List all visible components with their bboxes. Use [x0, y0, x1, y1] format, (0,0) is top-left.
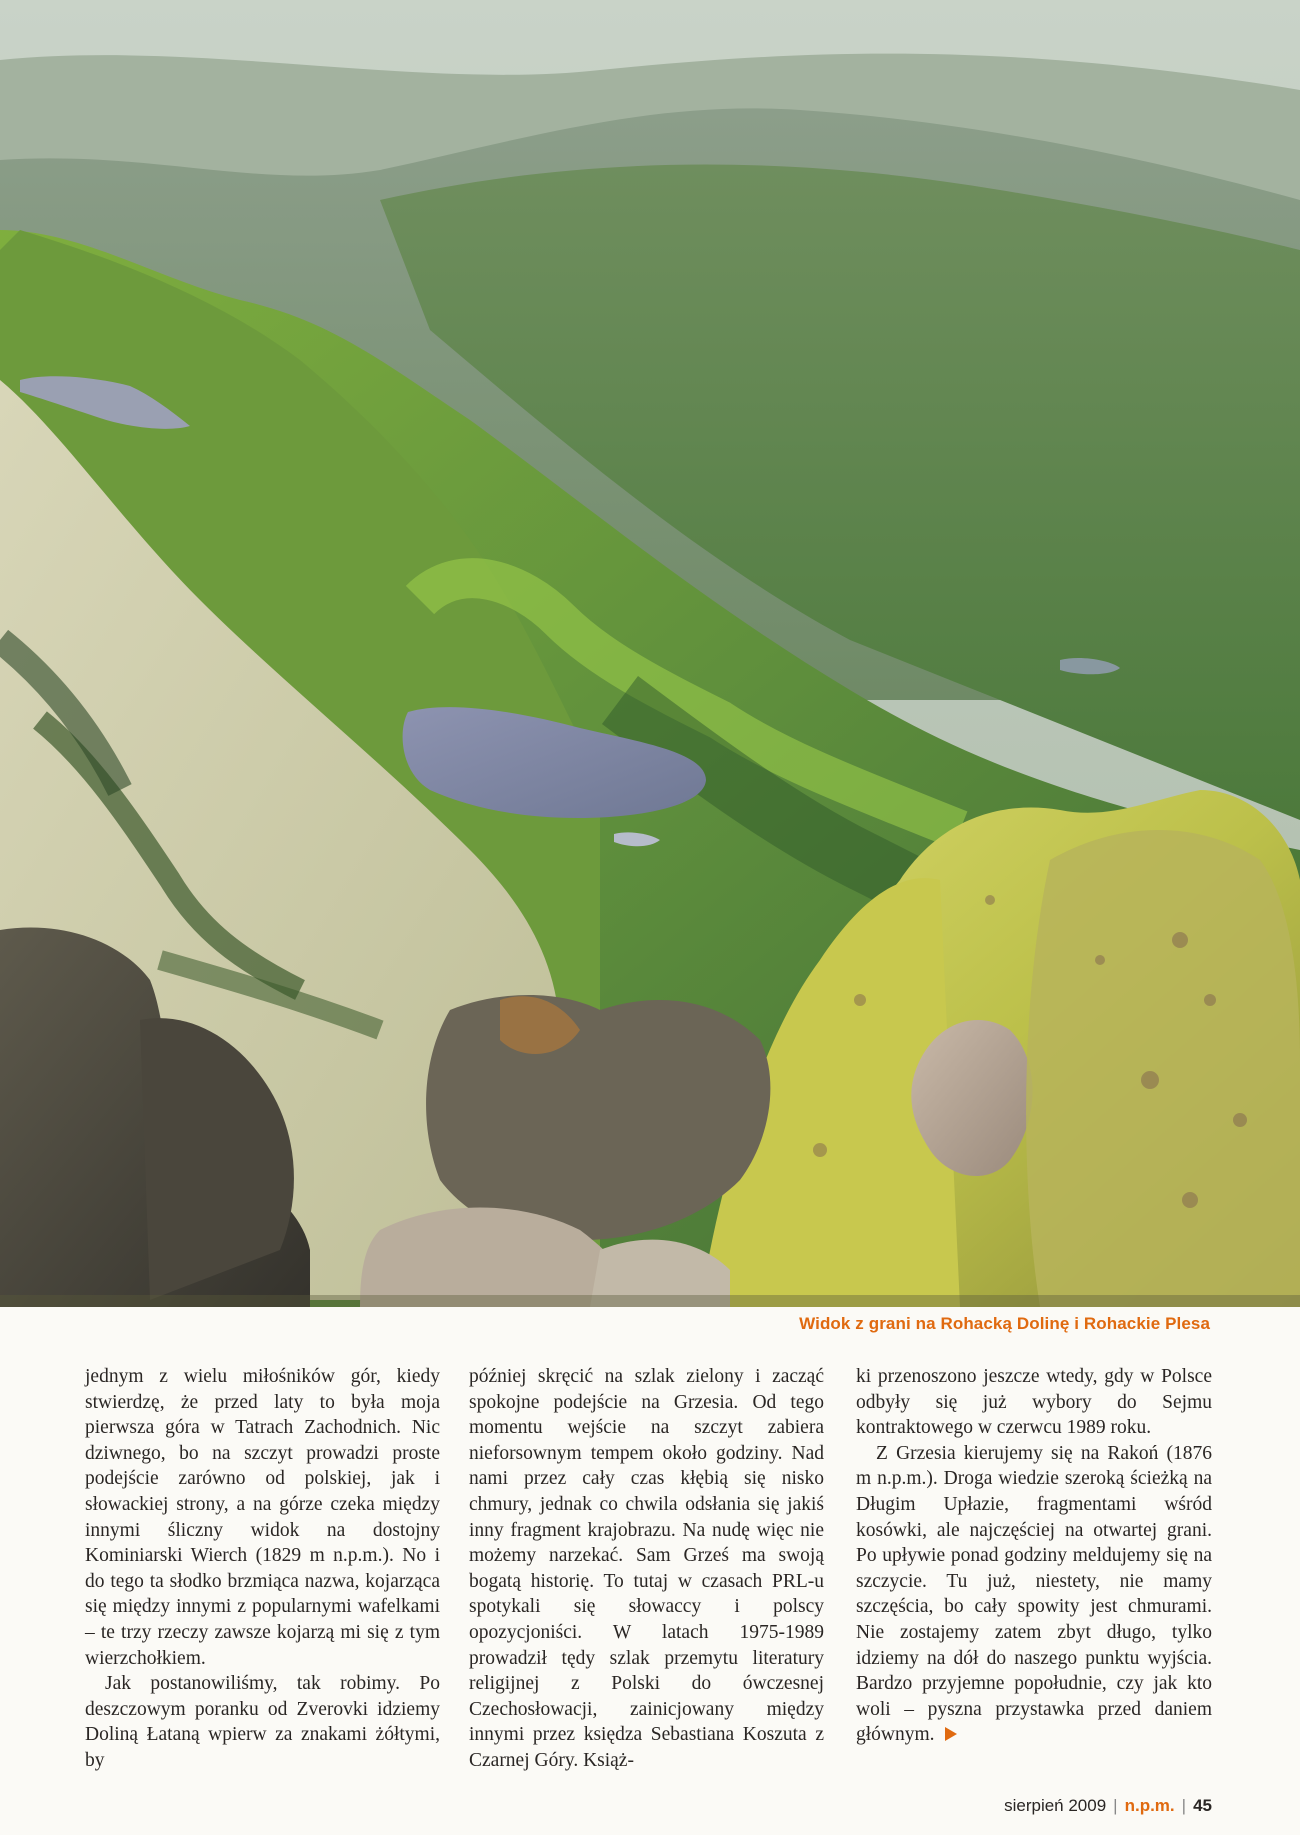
footer-separator: | — [1181, 1796, 1187, 1815]
article-column-1 — [85, 1364, 440, 1774]
paragraph: Z Grzesia kierujemy się na Rakoń (1876 m n.p.m.). Droga wiedzie szeroką ścieżką na Długim Upłazie, fragmentami wśród kosówki, ale najczęściej na otwartej grani. Po upływie ponad godziny meldujemy się na szczycie. Tu już, niestety, nie mamy szczęścia, bo cały spowity jest chmurami. Nie zostajemy zatem zbyt długo, tylko idziemy na dół do naszego punktu wyjścia. Bardzo przyjemne popołudnie, czy jak kto woli – pyszna przystawka przed daniem głównym. — [856, 1442, 1212, 1746]
magazine-brand: n.p.m. — [1124, 1796, 1175, 1815]
photo-caption: Widok z grani na Rohacką Dolinę i Rohackie Plesa — [799, 1314, 1210, 1333]
paragraph: później skręcić na szlak zielony i zacząć spokojne podejście na Grzesia. Od tego momentu wejście na szczyt zabiera nieforsownym tempem około godziny. Nad nami przez cały czas kłębią się nisko chmury, jednak co chwila odsłania się jakiś inny fragment krajobrazu. Na nudę więc nie możemy narzekać. Sam Grześ ma swoją bogatą historię. To tutaj w czasach PRL-u spotykali się słowaccy i polscy opozycjoniści. W latach 1975-1989 prowadził tędy szlak przemytu literatury religijnej z Polski do ówczesnej Czechosłowacji, zainicjowany między innymi przez księdza Sebastiana Koszuta z Czarnej Góry. Książ- — [469, 1366, 824, 1771]
continue-arrow-icon — [945, 1727, 957, 1741]
article-column-3 — [856, 1364, 1212, 1748]
paragraph: ki przenoszono jeszcze wtedy, gdy w Polsce odbyły się już wybory do Sejmu kontraktowego w czerwcu 1989 roku. — [856, 1366, 1212, 1439]
paragraph: Jak postanowiliśmy, tak robimy. Po deszczowym poranku od Zverovki idziemy Doliną Łataną wpierw za znakami żółtymi, by — [85, 1673, 440, 1771]
paragraph-with-end-mark — [856, 1441, 1212, 1748]
footer-separator: | — [1113, 1796, 1118, 1815]
issue-date: sierpień 2009 — [1004, 1796, 1107, 1815]
page-footer — [1004, 1796, 1212, 1816]
paragraph: jednym z wielu miłośników gór, kiedy stwierdzę, że przed laty to była moja pierwsza góra w Tatrach Zachodnich. Nic dziwnego, bo na szczyt prowadzi proste podejście zarówno od polskiej, jak i słowackiej strony, a na górze czeka między innymi śliczny widok na dostojny Kominiarski Wierch (1829 m n.p.m.). No i do tego ta słodko brzmiąca nazwa, kojarząca się między innymi z popularnymi wafelkami – te trzy rzeczy zawsze kojarzą mi się z tym wierzchołkiem. — [85, 1366, 440, 1669]
page-number: 45 — [1193, 1796, 1212, 1815]
article-column-2 — [469, 1364, 824, 1774]
